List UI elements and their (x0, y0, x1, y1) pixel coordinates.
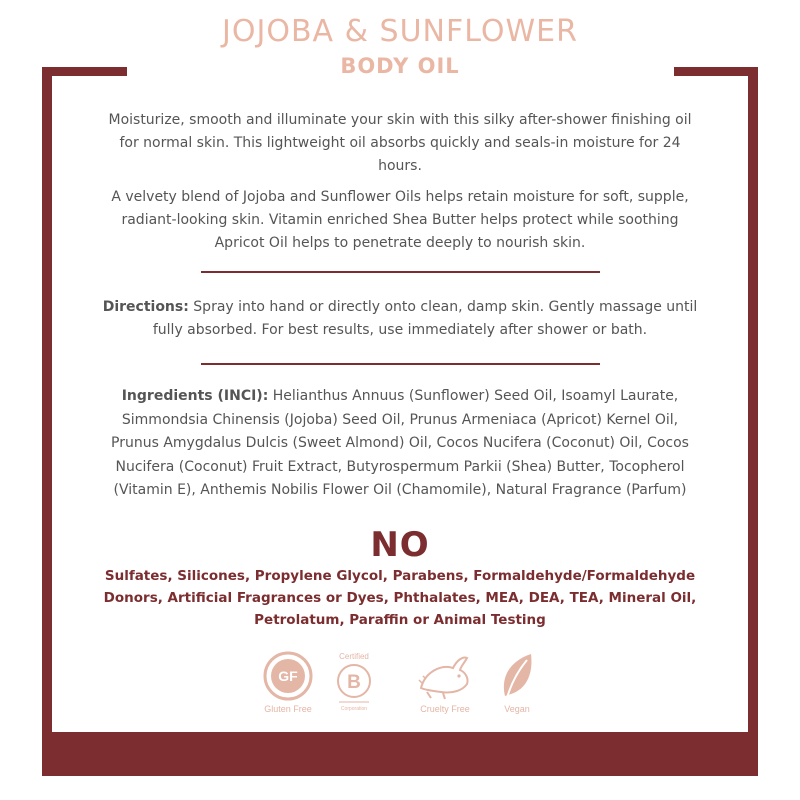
vegan-label: Vegan (504, 704, 530, 714)
vegan-leaf-icon (497, 650, 537, 702)
b-corp-corporation-text: Corporation (340, 706, 368, 712)
free-from-list: Sulfates, Silicones, Propylene Glycol, Parabens, Formaldehyde/Formaldehyde Donors, Artificial Fragrances or Dyes, Phthalates, MEA, DEA, TEA, Mineral Oil, Petrolatum, Paraffin or Animal Testing (103, 568, 697, 628)
ingredients-label: Ingredients (INCI): (121, 388, 269, 404)
vegan-badge (472, 650, 562, 714)
gluten-free-label: Gluten Free (264, 704, 312, 714)
divider-2 (201, 363, 600, 365)
free-from-heading: NO (370, 525, 430, 565)
directions-section (100, 296, 700, 342)
ingredients-section (100, 385, 700, 503)
b-corp-mark: B (347, 672, 361, 693)
cruelty-free-bunny-icon (413, 650, 477, 702)
b-corp-icon (329, 650, 379, 716)
ingredients-text: Helianthus Annuus (Sunflower) Seed Oil, Isoamyl Laurate, Simmondsia Chinensis (Jojoba) Seed Oil, Prunus Armeniaca (Apricot) Kernel Oil, Prunus Amygdalus Dulcis (Sweet Almond) Oil, Cocos Nucifera (Coconut) Oil, Cocos Nucifera (Coconut) Fruit Extract, Butyrospermum Parkii (Shea) Butter, Tocopherol (Vitamin E), Anthemis Nobilis Flower Oil (Chamomile), Natural Fragrance (Parfum) (111, 388, 689, 498)
frame-right-border (748, 67, 758, 732)
gluten-free-mark: GF (278, 668, 298, 684)
frame-bottom-band (42, 732, 758, 776)
b-corp-certified-text: Certified (339, 652, 369, 661)
gluten-free-icon (262, 650, 314, 702)
product-title: JOJOBA & SUNFLOWER (222, 14, 578, 49)
directions-text: Spray into hand or directly onto clean, damp skin. Gently massage until fully absorbed. For best results, use immediately after shower or bath. (152, 299, 698, 338)
directions-label: Directions: (102, 299, 189, 315)
description-paragraph-2: A velvety blend of Jojoba and Sunflower Oils helps retain moisture for soft, supple, radiant-looking skin. Vitamin enriched Shea Butter helps protect while soothing Apricot Oil helps to penetrate deeply to nourish skin. (111, 189, 689, 251)
divider-1 (201, 271, 600, 273)
b-corp-badge (309, 650, 399, 716)
frame-left-border (42, 67, 52, 732)
product-subtitle: BODY OIL (340, 54, 460, 78)
cruelty-free-label: Cruelty Free (420, 704, 470, 714)
description-paragraph-1: Moisturize, smooth and illuminate your skin with this silky after-shower finishing oil for normal skin. This lightweight oil absorbs quickly and seals-in moisture for 24 hours. (108, 112, 692, 174)
